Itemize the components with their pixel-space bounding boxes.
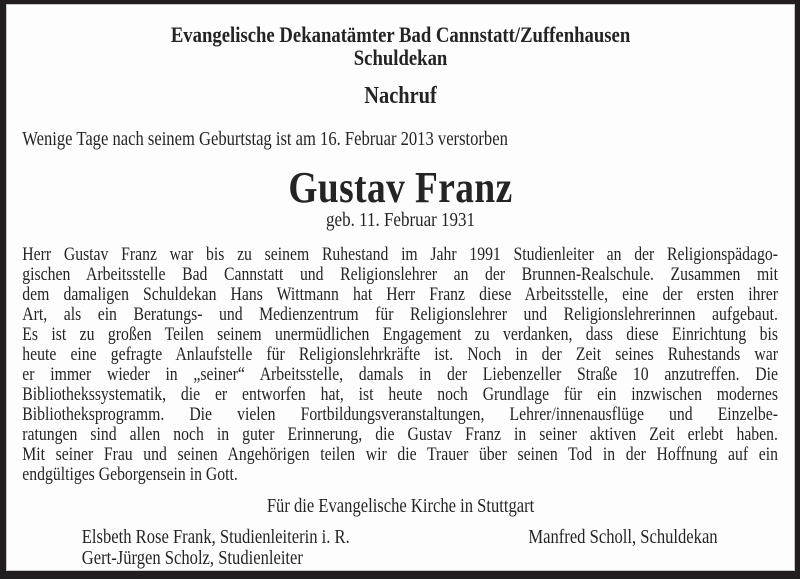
signature-gert-juergen-scholz: Gert-Jürgen Scholz, Studienleiter bbox=[81, 548, 303, 569]
body-line: er immer wieder in „seiner“ Arbeitsstelle, damals in der Liebenzeller Straße 10 anzutreffen. Die bbox=[22, 365, 778, 385]
body-line: Bibliotheksprogramm. Die vielen Fortbildungsveranstaltungen, Lehrer/innenausflüge und Einzelbe- bbox=[22, 405, 778, 425]
notice-paper bbox=[7, 5, 794, 570]
body-line: Art, als ein Beratungs- und Medienzentrum für Religionslehrer und Religionslehrerinnen aufgebaut. bbox=[22, 305, 778, 325]
body-line: heute eine gefragte Anlaufstelle für Religionslehrkräfte ist. Noch in der Zeit seines Ruhestands war bbox=[22, 345, 778, 365]
body-line: Bibliothekssystematik, die er entworfen hat, ist heute noch Grundlage für ein inzwischen modernes bbox=[22, 385, 778, 405]
closing-line: Für die Evangelische Kirche in Stuttgart bbox=[266, 496, 535, 517]
intro-line: Wenige Tage nach seinem Geburtstag ist am 16. Februar 2013 verstorben bbox=[22, 129, 508, 150]
body-line: gischen Arbeitsstelle Bad Cannstatt und Religionslehrer an der Brunnen-Realschule. Zusammen mit bbox=[22, 265, 778, 285]
signature-elsbeth-rose-frank: Elsbeth Rose Frank, Studienleiterin i. R. bbox=[81, 527, 350, 548]
org-header-line-1: Evangelische Dekanatämter Bad Cannstatt/Zuffenhausen bbox=[170, 22, 631, 47]
notice-content bbox=[7, 23, 794, 570]
body-line: Es ist zu großen Teilen seinem unermüdlichen Engagement zu verdanken, dass diese Einrichtung bis bbox=[22, 325, 778, 345]
obituary-body bbox=[7, 245, 794, 485]
notice-title: Nachruf bbox=[364, 83, 437, 109]
body-line: Mit seiner Frau und seinen Angehörigen teilen wir die Trauer über seinen Tod in der Hoffnung auf ein bbox=[22, 445, 778, 465]
signatures-left-column bbox=[82, 527, 350, 569]
org-header-line-2: Schuldekan bbox=[353, 45, 448, 70]
body-line: ratungen sind allen noch in guter Erinnerung, die Gustav Franz in seiner aktiven Zeit erlebt haben. bbox=[22, 425, 778, 445]
signature-manfred-scholl: Manfred Scholl, Schuldekan bbox=[528, 527, 718, 548]
org-header bbox=[7, 23, 794, 69]
body-line: Herr Gustav Franz war bis zu seinem Ruhestand im Jahr 1991 Studienleiter an der Religionspädago- bbox=[22, 245, 778, 265]
body-line: endgültiges Geborgensein in Gott. bbox=[22, 465, 238, 485]
deceased-name: Gustav Franz bbox=[288, 163, 513, 212]
signature-block bbox=[7, 527, 794, 569]
birth-date-line: geb. 11. Februar 1931 bbox=[326, 209, 476, 231]
signatures-right-column bbox=[528, 527, 717, 548]
body-line: dem damaligen Schuldekan Hans Wittmann hat Herr Franz diese Arbeitsstelle, eine der ersten ihrer bbox=[22, 285, 778, 305]
